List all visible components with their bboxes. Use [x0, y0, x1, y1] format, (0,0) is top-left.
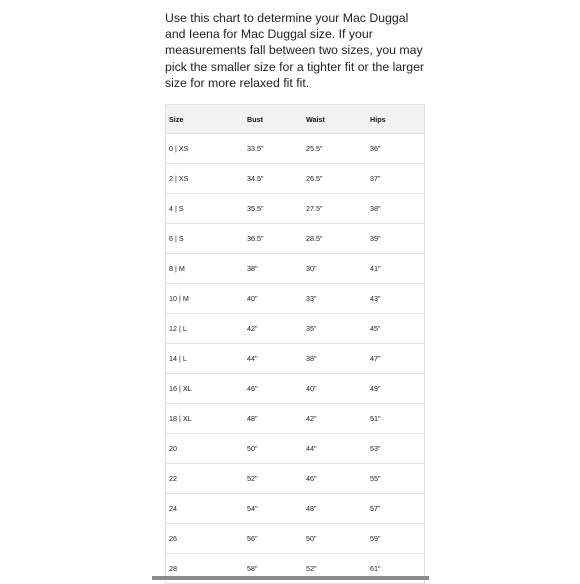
intro-text: Use this chart to determine your Mac Duggal and Ieena for Mac Duggal size. If your measurements fall between two sizes, you may pick the smaller size for a tighter fit or the larger size for more relaxed fit fit.	[165, 11, 425, 90]
hips-cell: 59"	[370, 534, 381, 543]
hips-cell: 36"	[370, 144, 381, 153]
bust-cell: 58"	[247, 564, 258, 573]
size-cell: 12 | L	[169, 324, 187, 333]
table-row	[166, 194, 424, 224]
waist-cell: 28.5"	[306, 234, 323, 243]
bust-cell: 46"	[247, 384, 258, 393]
waist-cell: 40"	[306, 384, 317, 393]
size-cell: 6 | S	[169, 234, 184, 243]
size-cell: 10 | M	[169, 294, 189, 303]
hips-cell: 55"	[370, 474, 381, 483]
hips-cell: 57"	[370, 504, 381, 513]
waist-cell: 44"	[306, 444, 317, 453]
table-row	[166, 284, 424, 314]
waist-cell: 27.5"	[306, 204, 323, 213]
size-cell: 24	[169, 504, 177, 513]
waist-cell: 38"	[306, 354, 317, 363]
table-header-row	[166, 104, 424, 134]
size-cell: 26	[169, 534, 177, 543]
bust-cell: 33.5"	[247, 144, 264, 153]
size-cell: 18 | XL	[169, 414, 192, 423]
header-size: Size	[169, 114, 184, 124]
hips-cell: 43"	[370, 294, 381, 303]
bust-cell: 34.5"	[247, 174, 264, 183]
hips-cell: 45"	[370, 324, 381, 333]
bust-cell: 48"	[247, 414, 258, 423]
hips-cell: 49"	[370, 384, 381, 393]
size-cell: 8 | M	[169, 264, 185, 273]
header-hips: Hips	[370, 114, 386, 124]
table-row	[166, 374, 424, 404]
size-chart-table	[165, 104, 425, 584]
hips-cell: 61"	[370, 564, 381, 573]
size-cell: 4 | S	[169, 204, 184, 213]
table-row	[166, 404, 424, 434]
header-waist: Waist	[306, 114, 325, 124]
table-row	[166, 344, 424, 374]
waist-cell: 46"	[306, 474, 317, 483]
waist-cell: 48"	[306, 504, 317, 513]
waist-cell: 25.5"	[306, 144, 323, 153]
bottom-divider	[152, 576, 429, 580]
hips-cell: 47"	[370, 354, 381, 363]
table-row	[166, 314, 424, 344]
size-cell: 2 | XS	[169, 174, 189, 183]
table-row	[166, 164, 424, 194]
table-row	[166, 224, 424, 254]
waist-cell: 33"	[306, 294, 317, 303]
bust-cell: 36.5"	[247, 234, 264, 243]
size-cell: 14 | L	[169, 354, 187, 363]
table-row	[166, 464, 424, 494]
size-cell: 16 | XL	[169, 384, 192, 393]
waist-cell: 52"	[306, 564, 317, 573]
size-cell: 20	[169, 444, 177, 453]
waist-cell: 35"	[306, 324, 317, 333]
waist-cell: 30"	[306, 264, 317, 273]
bust-cell: 54"	[247, 504, 258, 513]
bust-cell: 56"	[247, 534, 258, 543]
size-cell: 0 | XS	[169, 144, 189, 153]
waist-cell: 42"	[306, 414, 317, 423]
size-cell: 28	[169, 564, 177, 573]
hips-cell: 53"	[370, 444, 381, 453]
hips-cell: 39"	[370, 234, 381, 243]
table-row	[166, 254, 424, 284]
hips-cell: 37"	[370, 174, 381, 183]
hips-cell: 41"	[370, 264, 381, 273]
table-body	[166, 134, 424, 584]
table-row	[166, 494, 424, 524]
table-row	[166, 434, 424, 464]
table-row	[166, 134, 424, 164]
hips-cell: 51"	[370, 414, 381, 423]
table-row	[166, 524, 424, 554]
bust-cell: 42"	[247, 324, 258, 333]
header-bust: Bust	[247, 114, 263, 124]
size-cell: 22	[169, 474, 177, 483]
bust-cell: 50"	[247, 444, 258, 453]
bust-cell: 40"	[247, 294, 258, 303]
bust-cell: 35.5"	[247, 204, 264, 213]
bust-cell: 52"	[247, 474, 258, 483]
hips-cell: 38"	[370, 204, 381, 213]
bust-cell: 38"	[247, 264, 258, 273]
bust-cell: 44"	[247, 354, 258, 363]
waist-cell: 50"	[306, 534, 317, 543]
waist-cell: 26.5"	[306, 174, 323, 183]
